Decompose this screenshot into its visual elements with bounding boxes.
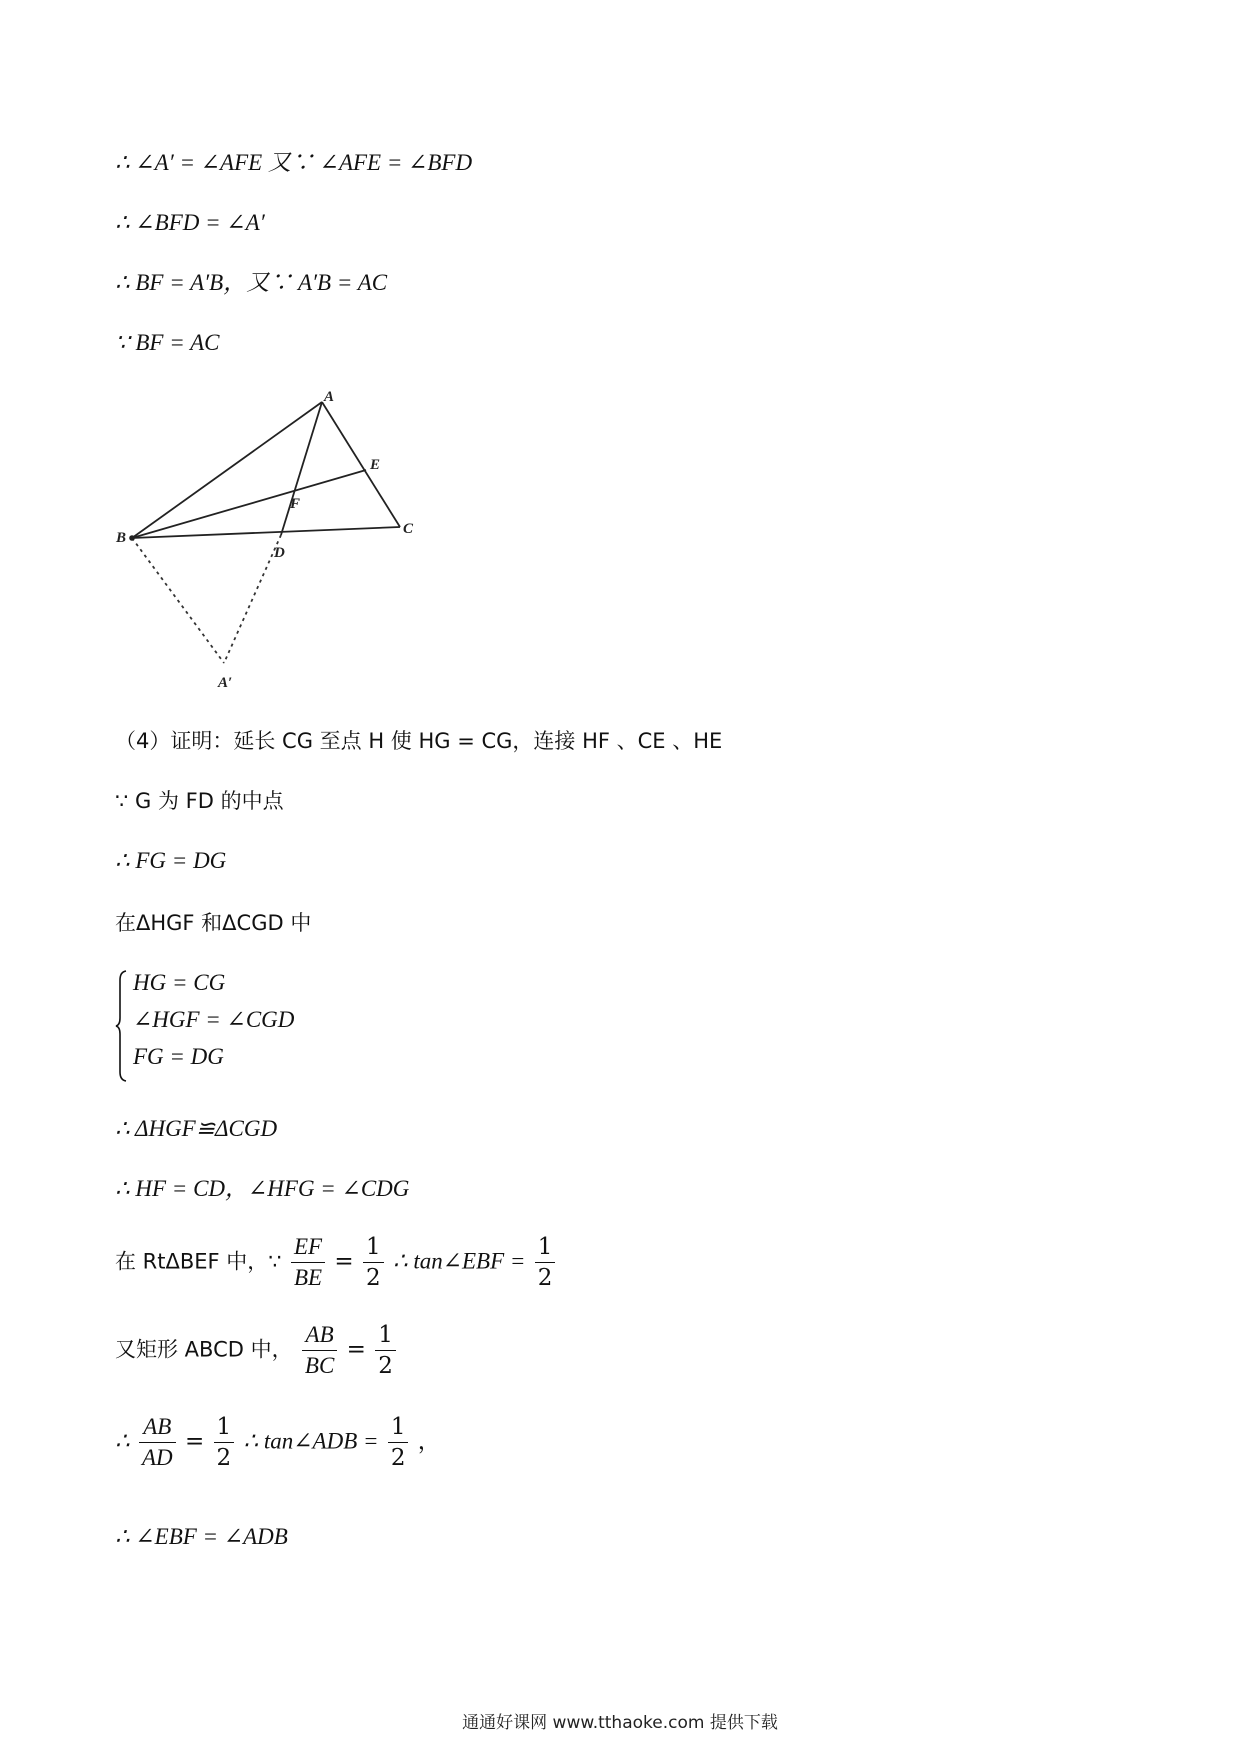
proof-line-13 [115, 1412, 441, 1473]
proof-line-8: 在ΔHGF 和ΔCGD 中 [115, 911, 312, 935]
proof-line-11 [115, 1232, 557, 1293]
label-f: F [290, 496, 301, 512]
equals-sign: = [334, 1248, 354, 1275]
point-b [129, 535, 135, 541]
label-c: C [403, 521, 414, 537]
segment-ac [322, 402, 400, 527]
segment-bc [132, 527, 400, 538]
segment-be [132, 470, 366, 538]
tan-ebf-text: ∴ tan∠EBF = [392, 1248, 526, 1274]
segment-ab [132, 402, 322, 538]
proof-line-2: ∴ ∠BFD = ∠A′ [115, 210, 265, 235]
system-row-1: HG = CG [133, 970, 226, 995]
label-a: A [324, 389, 335, 405]
label-b: B [116, 530, 127, 546]
tan-adb-text: ∴ tan∠ADB = [243, 1428, 379, 1454]
therefore-symbol: ∴ [115, 1428, 130, 1454]
fraction-one-half: $\frac{1}{2}$ [388, 1412, 409, 1473]
proof-line-9: ∴ ΔHGF≌ΔCGD [115, 1116, 278, 1141]
fraction-one-half: $\frac{1}{2}$ [363, 1232, 384, 1293]
label-d: D [274, 545, 285, 561]
proof-line-6: ∵ G 为 FD 的中点 [115, 789, 284, 813]
fraction-one-half: $\frac{1}{2}$ [214, 1412, 235, 1473]
fraction-one-half: $\frac{1}{2}$ [375, 1320, 396, 1381]
system-row-3: FG = DG [133, 1044, 224, 1069]
proof-line-3: ∴ BF = A′B，又∵ A′B = AC [115, 270, 388, 295]
fraction-ab-over-ad: $\frac{AB}{AD}$ [139, 1412, 176, 1473]
equation-system [115, 968, 475, 1086]
label-e: E [370, 457, 381, 473]
proof-line-10: ∴ HF = CD，∠HFG = ∠CDG [115, 1176, 410, 1201]
comma: ， [417, 1428, 441, 1455]
proof-line-14: ∴ ∠EBF = ∠ADB [115, 1524, 288, 1549]
proof-line-7: ∴ FG = DG [115, 848, 227, 873]
segment-ad [281, 402, 322, 535]
label-a-prime: A′ [218, 675, 233, 691]
proof-line-1: ∴ ∠A′ = ∠AFE 又∵ ∠AFE = ∠BFD [115, 150, 473, 175]
equals-sign: = [346, 1336, 366, 1363]
line-12-prefix: 又矩形 ABCD 中， [115, 1337, 293, 1362]
line-11-prefix: 在 RtΔBEF 中，∵ [115, 1249, 282, 1274]
equals-sign: = [184, 1428, 205, 1455]
page-footer: 通通好课网 www.tthaoke.com 提供下载 [462, 1713, 778, 1733]
geometry-figure [110, 385, 430, 695]
proof-line-5: （4）证明：延长 CG 至点 H 使 HG = CG，连接 HF 、CE 、HE [115, 729, 723, 753]
dashed-segment-da-prime [224, 535, 281, 663]
dashed-segment-ba-prime [132, 538, 224, 663]
proof-line-12 [115, 1320, 398, 1381]
fraction-one-half: $\frac{1}{2}$ [535, 1232, 556, 1293]
fraction-ab-over-bc: $\frac{AB}{BC}$ [302, 1320, 337, 1381]
system-row-2: ∠HGF = ∠CGD [133, 1007, 295, 1032]
left-brace-icon [115, 970, 127, 1082]
fraction-ef-over-be: $\frac{EF}{BE}$ [291, 1232, 325, 1293]
proof-line-4: ∵ BF = AC [115, 330, 220, 355]
